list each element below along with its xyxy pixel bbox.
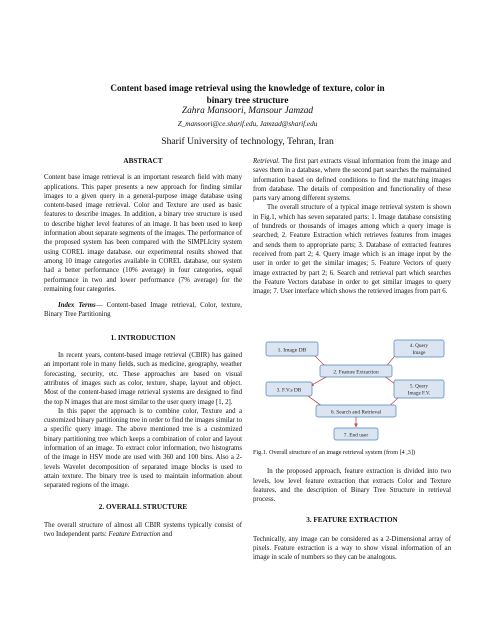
box-query-image-line2: Image [412, 350, 426, 356]
paper-authors: Zahra Mansoori, Mansour Jamzad [181, 106, 314, 116]
box-query-image [394, 340, 444, 357]
box-image-db-label: 1. Image DB [277, 347, 307, 354]
box-image-db [266, 342, 318, 356]
index-terms-label: Index Terms [58, 302, 96, 310]
overall-paragraph-1-start [44, 521, 242, 540]
abstract-body: Content base image retrieval is an important research field with many applications. This paper presents a new approach for finding similar images to a given query in a general-purpose image database using content-based image retrieval. Color and Texture are used as basic features to describe images. In addition, a binary tree structure is used to describe higher level features of an image. It has been used to keep information about separate segments of the images. The performance of the proposed system has been compared with the SIMPLIcity system using COREL image database. our experimental results showed that among 10 image categories available in COREL database, our system had a better performance (10% average) in four categories, equal performance in two and lower performance (7% average) for the remaining four categories. [44, 174, 242, 293]
feature-paragraph-1: Technically, any image can be considered as a 2-Dimensional array of pixels. Feature extraction is a way to show visual information of an image in scale of numbers so they can be analogous. [253, 535, 451, 562]
box-query-fv-line1: 5. Query [409, 383, 429, 390]
right-column [253, 157, 451, 296]
figure-1-caption: Fig.1. Overall structure of an image retrieval system (from [4 ,3]) [253, 449, 416, 456]
paper-title [40, 82, 455, 106]
box-end-user-label: 7. End user [343, 432, 369, 439]
intro-heading: 1. INTRODUCTION [110, 333, 176, 342]
feature-heading: 3. FEATURE EXTRACTION [306, 516, 398, 525]
overall-p1-and: and [160, 531, 173, 539]
overall-p1-start: The overall structure of almost all CBIR systems typically consist of two Independent parts: [44, 521, 242, 539]
box-feature-extraction-label: 2. Feature Extraction [333, 369, 379, 376]
overall-p1-italic: Feature Extraction [108, 531, 161, 539]
index-terms-text: — Content-based Image retrieval, Color, texture, Binary Tree Partitioning [44, 302, 242, 319]
figure-1-diagram [258, 338, 454, 446]
overall-paragraph-1-cont [253, 157, 451, 203]
intro-paragraph-2: In this paper the approach is to combine color, Texture and a customized binary partitioning tree in order to find the images similar to a specific query image. The above mentioned tree is a customized binary partitioning tree which keeps a combination of color and layout information of an image. To extract color information, two histograms of the image in HSV mode are used with 360 and 100 bins. Also a 2-levels Wavelet decomposition of separated image blocks is used to attain texture. The binary tree is used to maintain information about separated regions of the image. [44, 407, 242, 490]
left-column [44, 157, 242, 539]
overall-p1-cont-italic: Retrieval. [253, 158, 280, 165]
paper-title-line1: Content based image retrieval using the knowledge of texture, color in [110, 83, 385, 93]
box-feature-extraction [320, 365, 392, 377]
arrow-2-to-3 [310, 376, 328, 386]
box-search-retrieval [316, 405, 396, 417]
box-search-retrieval-label: 6. Search and Retrieval [330, 409, 382, 416]
box-query-fv [394, 380, 444, 398]
paper-title-line2: binary tree structure [206, 95, 289, 105]
overall-paragraph-2: The overall structure of a typical image retrieval system is shown in Fig.1, which has seven separated parts: 1. Image database consisting of hundreds or thousands of images among which a query image is searched; 2. Feature Extraction which retrieves features from images and sends them to appropriate parts; 3. Database of extracted features received from part 2; 4. Query image which is an image input by the user in order to get the similar images; 5. Feature Vectors of query image extracted by part 2; 6. Search and retrieval part which searches the Feature Vectors database in order to get similar images to query image; 7. User interface which shows the retrieved images from part 6. [253, 204, 451, 296]
index-terms [44, 301, 242, 320]
box-query-fv-line2: Image F.V. [407, 390, 431, 397]
after-figure-paragraph: In the proposed approach, feature extraction is divided into two levels, low level feature extraction that extracts Color and Texture features, and the description of Binary Tree Structure in retrieval process. [253, 468, 451, 504]
box-end-user [334, 428, 378, 440]
abstract-heading: ABSTRACT [123, 157, 163, 165]
box-query-image-line1: 4. Query [409, 343, 429, 349]
overall-heading: 2. OVERALL STRUCTURE [98, 502, 188, 511]
box-fv-db [266, 382, 312, 396]
intro-paragraph-1: In recent years, content-based image retrieval (CBIR) has gained an important role in many fields, such as medicine, geography, weather forecasting, security, etc. These approaches are based on visual attributes of images such as color, texture, shape, layout and object. Most of the content-based image retrieval systems are designed to find the top N images that are most similar to the user query image [1, 2]. [44, 352, 242, 406]
box-fv-db-label: 3. F.V.s DB [276, 387, 302, 394]
paper-affiliation: Sharif University of technology, Tehran, Iran [161, 136, 334, 147]
right-column-lower [253, 448, 451, 563]
paper-emails: Z_mansoori@ce.sharif.edu, Jamzad@sharif.edu [177, 120, 318, 128]
overall-p1-cont: The first part extracts visual information from the image and saves them in a database, where the second part searches the maintained information based on defined conditions to find the matching images from database. The details of composition and functionality of these parts vary among different systems. [253, 158, 451, 203]
